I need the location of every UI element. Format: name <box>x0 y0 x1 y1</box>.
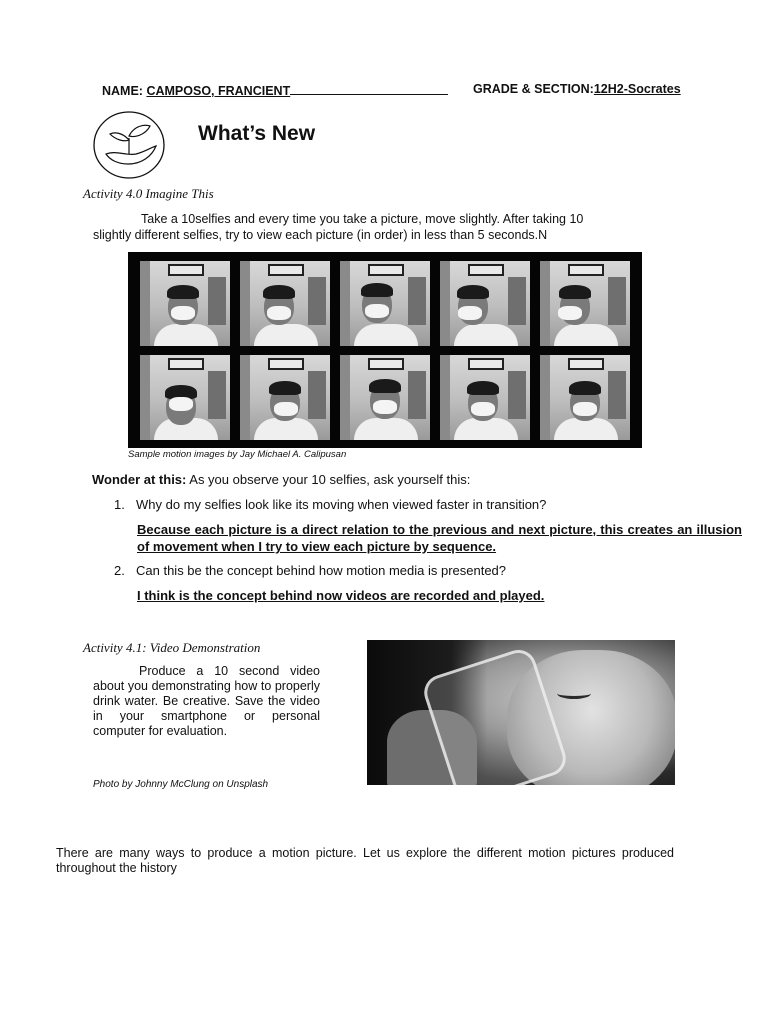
activity-4-0-line-1: Take a 10selfies and every time you take a picture, move slightly. After taking 10 <box>141 212 584 226</box>
grade-label: GRADE & SECTION: <box>473 82 594 96</box>
question-1 <box>114 497 546 512</box>
drinking-water-photo <box>367 640 675 785</box>
name-label: NAME: <box>102 84 143 98</box>
question-number: 2. <box>114 563 125 578</box>
selfie-frame <box>540 355 630 440</box>
selfie-sequence-strip <box>128 252 642 448</box>
section-title: What’s New <box>198 122 316 145</box>
photo-credit: Photo by Johnny McClung on Unsplash <box>93 779 269 790</box>
question-2 <box>114 563 506 578</box>
question-text: Why do my selfies look like its moving when viewed faster in transition? <box>136 497 547 512</box>
activity-4-0-heading: Activity 4.0 Imagine This <box>83 186 214 201</box>
question-text: Can this be the concept behind how motion media is presented? <box>136 563 507 578</box>
wonder-label: Wonder at this: <box>92 472 187 487</box>
activity-4-0-line-2: slightly different selfies, try to view each picture (in order) in less than 5 seconds.N <box>93 228 548 242</box>
answer-2: I think is the concept behind now videos are recorded and played. <box>137 588 545 603</box>
selfie-frame <box>340 355 430 440</box>
strip-caption: Sample motion images by Jay Michael A. Calipusan <box>128 449 347 460</box>
closing-paragraph: There are many ways to produce a motion picture. Let us explore the different motion pictures produced throughout the history <box>56 846 674 875</box>
name-blank-line <box>290 82 448 95</box>
wonder-text: As you observe your 10 selfies, ask yourself this: <box>186 472 471 487</box>
name-value: CAMPOSO, FRANCIENT <box>146 84 291 98</box>
grade-value: 12H2-Socrates <box>593 82 681 96</box>
selfie-frame <box>140 355 230 440</box>
selfie-frame <box>440 355 530 440</box>
selfie-frame <box>540 261 630 346</box>
activity-4-1-heading: Activity 4.1: Video Demonstration <box>83 640 261 655</box>
answer-1: Because each picture is a direct relation to the previous and next picture, this creates an illusion of movement when I try to view each picture by sequence. <box>137 522 742 554</box>
selfie-frame <box>440 261 530 346</box>
selfie-frame <box>140 261 230 346</box>
name-line <box>102 82 448 98</box>
plant-in-hand-icon <box>92 110 166 180</box>
question-number: 1. <box>114 497 125 512</box>
selfie-frame <box>340 261 430 346</box>
selfie-frame <box>240 355 330 440</box>
activity-4-1-text: Produce a 10 second video about you demonstrating how to properly drink water. Be creative. Save the video in your smartphone or personal computer for evaluation. <box>93 664 320 738</box>
grade-line <box>473 82 681 96</box>
wonder-line <box>92 472 470 487</box>
selfie-frame <box>240 261 330 346</box>
